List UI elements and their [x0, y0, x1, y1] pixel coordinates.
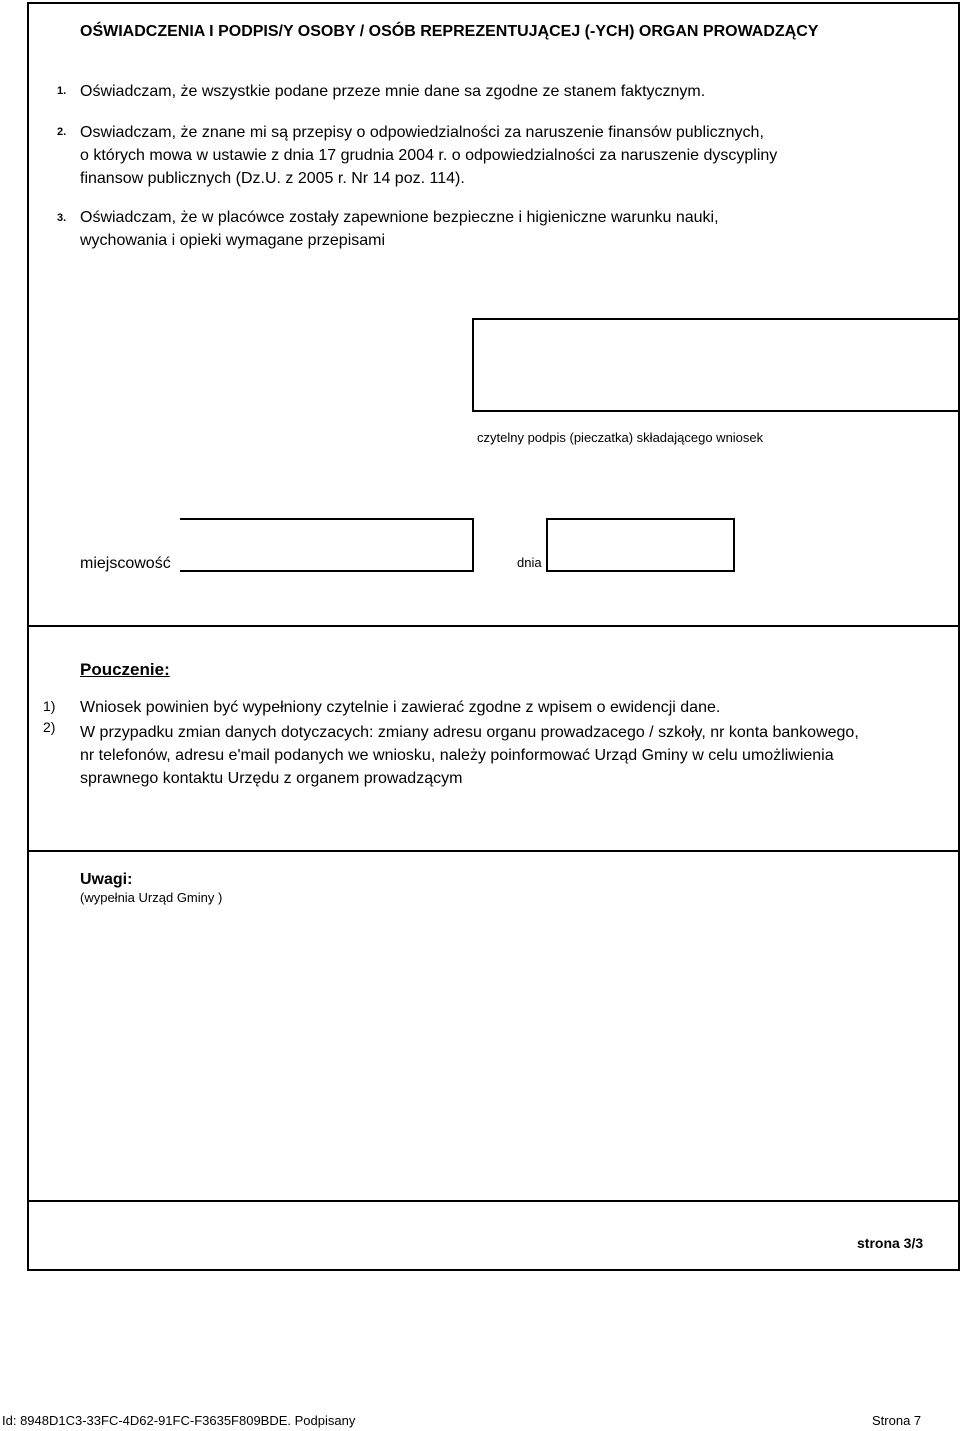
instruction-2-number: 2) — [43, 719, 56, 735]
instruction-2-line-2: nr telefonów, adresu e'mail podanych we wniosku, należy poinformować Urząd Gminy w celu umożliwienia — [80, 747, 834, 764]
item-3-number: 3. — [57, 212, 67, 224]
item-2-line-1: Oswiadczam, że znane mi są przepisy o odpowiedzialności za naruszenie finansów publicznych, — [80, 124, 764, 141]
declarations-heading: OŚWIADCZENIA I PODPIS/Y OSOBY / OSÓB REPREZENTUJĄCEJ (-YCH) ORGAN PROWADZĄCY — [80, 23, 819, 40]
signature-field[interactable] — [472, 318, 960, 412]
footer-page: Strona 7 — [872, 1413, 922, 1428]
item-2-line-2: o których mowa w ustawie z dnia 17 grudnia 2004 r. o odpowiedzialności za naruszenie dyscypliny — [80, 147, 778, 164]
instructions-heading: Pouczenie: — [80, 660, 170, 679]
page-number: strona 3/3 — [857, 1235, 924, 1251]
item-3-line-2: wychowania i opieki wymagane przepisami — [80, 232, 386, 249]
item-2-number: 2. — [57, 126, 67, 138]
place-label: miejscowość — [80, 555, 171, 572]
instruction-1-line-1: Wniosek powinien być wypełniony czytelnie i zawierać zgodne z wpisem o ewidencji dane. — [80, 699, 721, 716]
signature-caption: czytelny podpis (pieczatka) składającego wniosek — [477, 430, 764, 445]
date-label: dnia — [517, 555, 542, 570]
date-field[interactable] — [546, 518, 735, 572]
instruction-2-line-1: W przypadku zmian danych dotyczacych: zmiany adresu organu prowadzacego / szkoły, nr konta bankowego, — [80, 724, 859, 741]
item-3-line-1: Oświadczam, że w placówce zostały zapewnione bezpieczne i higieniczne warunku nauki, — [80, 209, 719, 226]
remarks-subheading: (wypełnia Urząd Gminy ) — [80, 890, 223, 905]
instruction-1-number: 1) — [43, 698, 56, 714]
remarks-heading: Uwagi: — [80, 871, 133, 888]
page-number-section — [27, 1200, 960, 1271]
instruction-2-line-3: sprawnego kontaktu Urzędu z organem prowadzącym — [80, 770, 463, 787]
item-1-line-1: Oświadczam, że wszystkie podane przeze mnie dane sa zgodne ze stanem faktycznym. — [80, 83, 706, 100]
place-field[interactable] — [180, 518, 474, 572]
document-id: Id: 8948D1C3-33FC-4D62-91FC-F3635F809BDE. Podpisany — [2, 1413, 356, 1428]
item-1-number: 1. — [57, 85, 67, 97]
item-2-line-3: finansow publicznych (Dz.U. z 2005 r. Nr 14 poz. 114). — [80, 170, 465, 187]
